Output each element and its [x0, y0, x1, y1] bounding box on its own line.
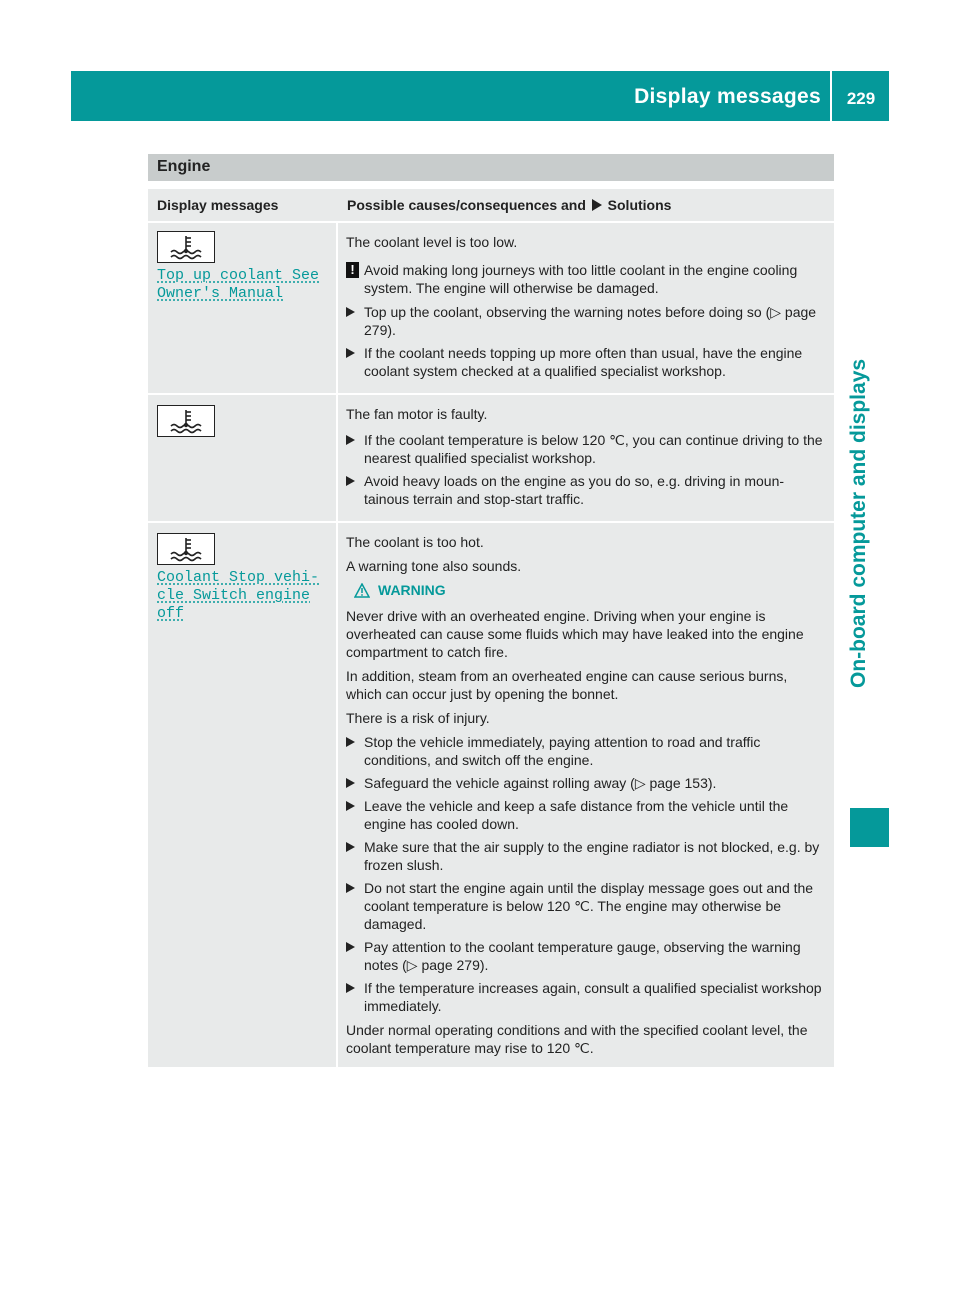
solution-step — [346, 797, 826, 833]
sidebar-chapter-text: On-board computer and displays — [847, 358, 870, 688]
warning-text: Never drive with an overheated engine. Driving when your engine is overheated can cause some fluids which may have leaked into the engine compartment to catch fire. — [346, 608, 804, 660]
step-arrow-icon — [346, 435, 355, 445]
damage-note — [346, 261, 826, 297]
step-arrow-icon — [346, 737, 355, 747]
coolant-temperature-icon — [157, 231, 215, 263]
solution-step — [346, 472, 826, 508]
warning-heading — [354, 581, 826, 599]
step-arrow-icon — [346, 842, 355, 852]
table-row — [148, 395, 834, 523]
solution-arrow-icon — [592, 199, 602, 211]
step-text: If the coolant needs topping up more often than usual, have the engine coolant system checked at a qualified specialist workshop. — [364, 345, 803, 379]
solution-step — [346, 938, 826, 974]
coolant-temperature-icon — [157, 405, 215, 437]
step-text: If the temperature increases again, consult a qualified specialist workshop immediately. — [364, 980, 822, 1014]
step-arrow-icon — [346, 307, 355, 317]
table-row — [148, 523, 834, 1067]
warning-label: WARNING — [378, 582, 446, 598]
solution-step — [346, 774, 826, 792]
cause-text: The coolant is too hot. — [346, 534, 484, 550]
cause-text: A warning tone also sounds. — [346, 558, 522, 574]
display-message-cell — [148, 523, 338, 1067]
header-title: Display messages — [634, 85, 821, 108]
step-arrow-icon — [346, 983, 355, 993]
display-message-text: Coolant Stop vehi‐ cle Switch engine off — [157, 569, 320, 622]
display-message-cell — [148, 395, 338, 523]
step-arrow-icon — [346, 778, 355, 788]
cause-text: The fan motor is faulty. — [346, 406, 488, 422]
step-arrow-icon — [346, 883, 355, 893]
step-text: Safeguard the vehicle against rolling away (▷ page 153). — [364, 775, 717, 791]
column-header-display-messages: Display messages — [148, 189, 338, 223]
step-text: Stop the vehicle immediately, paying attention to road and traffic conditions, and switch off the engine. — [364, 734, 761, 768]
step-text: Do not start the engine again until the display message goes out and the coolant temperature is below 120 ℃. The engine may otherwise be damaged. — [364, 880, 814, 932]
step-text: Avoid heavy loads on the engine as you do so, e.g. driving in moun-tainous terrain and stop-start traffic. — [364, 473, 785, 507]
solution-step — [346, 733, 826, 769]
column-header-causes — [338, 189, 834, 223]
solution-step — [346, 303, 826, 339]
warning-triangle-icon — [354, 583, 370, 598]
step-text: Leave the vehicle and keep a safe distance from the vehicle until the engine has cooled down. — [364, 798, 789, 832]
step-text: If the coolant temperature is below 120 ℃, you can continue driving to the nearest qualified specialist workshop. — [364, 432, 823, 466]
step-arrow-icon — [346, 476, 355, 486]
step-text: Top up the coolant, observing the warning notes before doing so (▷ page 279). — [364, 304, 817, 338]
cause-text: The coolant level is too low. — [346, 234, 518, 250]
column-header-solutions-text: Solutions — [607, 197, 672, 213]
column-header-causes-text: Possible causes/consequences and — [347, 197, 586, 213]
exclamation-icon: ! — [346, 262, 359, 278]
solution-step — [346, 979, 826, 1015]
header-divider — [830, 71, 832, 121]
coolant-temperature-icon — [157, 533, 215, 565]
step-arrow-icon — [346, 348, 355, 358]
step-arrow-icon — [346, 801, 355, 811]
solution-step — [346, 879, 826, 933]
display-message-cell — [148, 223, 338, 395]
page-number: 229 — [846, 89, 876, 108]
table-row — [148, 223, 834, 395]
section-title: Engine — [148, 154, 834, 181]
damage-note-text: Avoid making long journeys with too little coolant in the engine cooling system. The engine will otherwise be damaged. — [364, 262, 798, 296]
display-message-text: Top up coolant See Owner's Manual — [157, 267, 320, 302]
step-arrow-icon — [346, 942, 355, 952]
closing-text: Under normal operating conditions and with the specified coolant level, the coolant temperature may rise to 120 ℃. — [346, 1022, 808, 1056]
causes-cell — [338, 523, 834, 1067]
display-messages-table — [148, 189, 834, 1067]
sidebar-chapter-label — [847, 358, 881, 722]
causes-cell — [338, 395, 834, 523]
solution-step — [346, 431, 826, 467]
warning-text: In addition, steam from an overheated engine can cause serious burns, which can occur just by opening the bonnet. — [346, 668, 788, 702]
step-text: Pay attention to the coolant temperature gauge, observing the warning notes (▷ page 279). — [364, 939, 801, 973]
solution-step — [346, 838, 826, 874]
sidebar-marker — [850, 808, 889, 847]
solution-step — [346, 344, 826, 380]
step-text: Make sure that the air supply to the engine radiator is not blocked, e.g. by frozen slush. — [364, 839, 820, 873]
causes-cell — [338, 223, 834, 395]
warning-text: There is a risk of injury. — [346, 710, 490, 726]
page-header — [71, 71, 889, 121]
